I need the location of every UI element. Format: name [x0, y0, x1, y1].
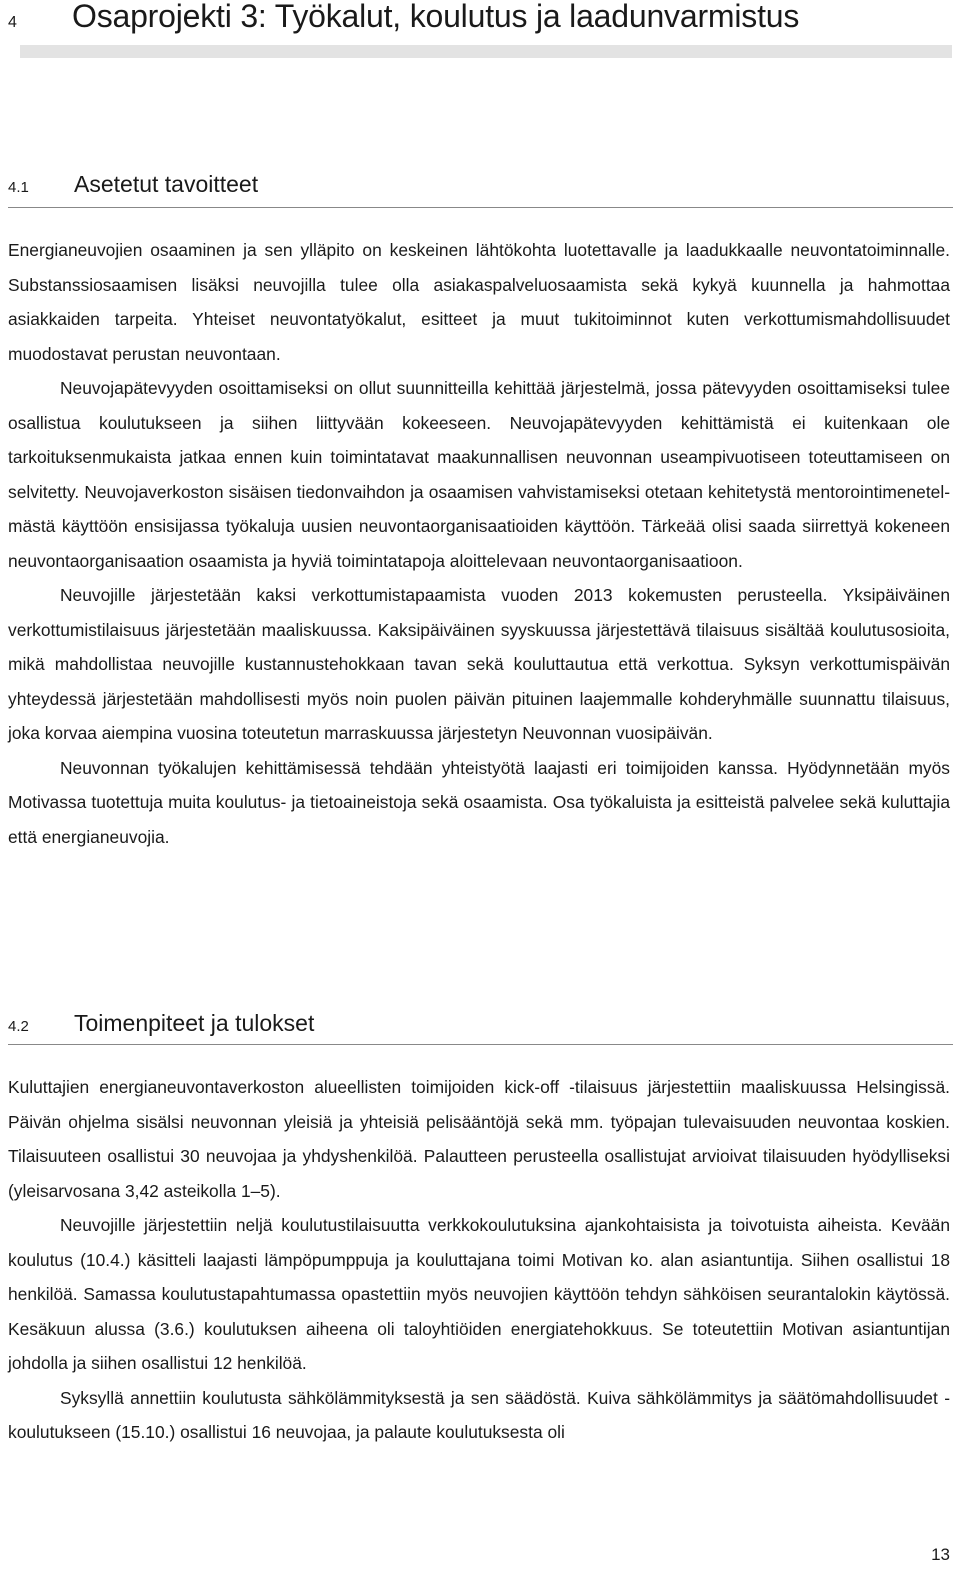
paragraph: Neuvojapätevyyden osoittamiseksi on ollut suunnitteilla kehittää järjestelmä, jossa pätevyyden osoittamiseksi tulee osallistua koulutukseen ja siihen liittyvään kokeeseen. Neuvojapätevyyden kehittämistä ei kuitenkaan ole tarkoituksenmukaista jatkaa ennen kuin toimintatavat maakunnallisen neuvonnan useampivuotiseen toteuttamiseen on selvitetty. Neuvojaverkoston sisäisen tiedonvaihdon ja osaamisen vahvistamiseksi otetaan kehitetystä mentorointimenetelmästä käyttöön ensisijassa työkaluja uusien neuvontaorganisaatioiden käyttöön. Tärkeää olisi saada siirrettyä kokeneen neuvontaorganisaation osaamista ja hyviä toimintatapoja aloittelevaan neuvontaorganisaatioon. — [8, 378, 950, 571]
chapter-number: 4 — [8, 14, 17, 31]
chapter-header — [0, 0, 956, 44]
page-number: 13 — [931, 1545, 950, 1564]
paragraph: Neuvonnan työkalujen kehittämisessä tehdään yhteistyötä laajasti eri toimijoiden kanssa. Hyödynnetään myös Motivassa tuotettuja muita koulutus- ja tietoaineistoja sekä osaamista. Osa työkaluista ja esitteistä palvelee sekä kuluttajia että energianeuvojia. — [8, 757, 950, 847]
chapter-underline-bar — [20, 45, 952, 58]
paragraph: Neuvojille järjestettiin neljä koulutustilaisuutta verkkokoulutuksina ajankohtaisista ja toivotuista aiheista. Kevään koulutus (10.4.) käsitteli laajasti lämpöpumppuja ja kouluttajana toimi Motivan ko. alan asiantuntija. Siihen osallistui 18 henkilöä. Samassa koulutustapahtumassa opastettiin myös neuvojien käyttöön tehdyn sähköisen seurantalokin käytössä. Kesäkuun alussa (3.6.) koulutuksen aiheena oli taloyhtiöiden energiatehokkuus. Se toteutettiin Motivan asiantuntijan johdolla ja siihen osallistui 12 henkilöä. — [8, 1215, 950, 1373]
section-title: Toimenpiteet ja tulokset — [74, 1010, 315, 1036]
section-header-4-2 — [0, 1005, 956, 1045]
paragraph: Neuvojille järjestetään kaksi verkottumistapaamista vuoden 2013 kokemusten perusteella. Yksipäiväinen verkottumistilaisuus järjestetään maaliskuussa. Kaksipäiväinen syyskuussa järjestettävä tilaisuus sisältää koulutusosioita, mikä mahdollistaa neuvojille kustannustehokkaan tavan sekä kouluttautua että verkottua. Syksyn verkottumispäivän yhteydessä järjestetään mahdollisesti myös noin puolen päivän pituinen laajemmalle kohderyhmälle suunnattu tilaisuus, joka korvaa aiempina vuosina toteutetun marraskuussa järjestetyn Neuvonnan vuosipäivän. — [8, 585, 950, 743]
chapter-title: Osaprojekti 3: Työkalut, koulutus ja laadunvarmistus — [72, 0, 800, 34]
section-divider — [8, 1044, 953, 1045]
section-divider — [8, 207, 953, 208]
section-number: 4.1 — [8, 179, 29, 196]
section-header-4-1 — [0, 168, 956, 208]
section-title: Asetetut tavoitteet — [74, 171, 259, 197]
paragraph: Energianeuvojien osaaminen ja sen ylläpito on keskeinen lähtökohta luotettavalle ja laadukkaalle neuvontatoiminnalle. Substanssiosaamisen lisäksi neuvojilla tulee olla asiakaspalveluosaamista sekä kykyä kuunnella ja hahmottaa asiakkaiden tarpeita. Yhteiset neuvontatyökalut, esitteet ja muut tukitoiminnot kuten verkottumismahdollisuudet muodostavat perustan neuvontaan. — [8, 240, 950, 364]
paragraph: Kuluttajien energianeuvontaverkoston alueellisten toimijoiden kick-off -tilaisuus järjestettiin maaliskuussa Helsingissä. Päivän ohjelma sisälsi neuvonnan yleisiä ja yhteisiä pelisääntöjä sekä mm. työpajan tulevaisuuden neuvontaa koskien. Tilaisuuteen osallistui 30 neuvojaa ja yhdyshenkilöä. Palautteen perusteella osallistujat arvioivat tilaisuuden hyödylliseksi (yleisarvosana 3,42 asteikolla 1–5). — [8, 1077, 950, 1201]
paragraph: Syksyllä annettiin koulutusta sähkölämmityksestä ja sen säädöstä. Kuiva sähkölämmitys ja säätömahdollisuudet -koulutukseen (15.10.) osallistui 16 neuvojaa, ja palaute koulutuksesta oli — [8, 1387, 950, 1442]
section-body-4-2 — [8, 1070, 950, 1450]
section-body-4-1 — [8, 233, 950, 854]
section-number: 4.2 — [8, 1018, 29, 1035]
